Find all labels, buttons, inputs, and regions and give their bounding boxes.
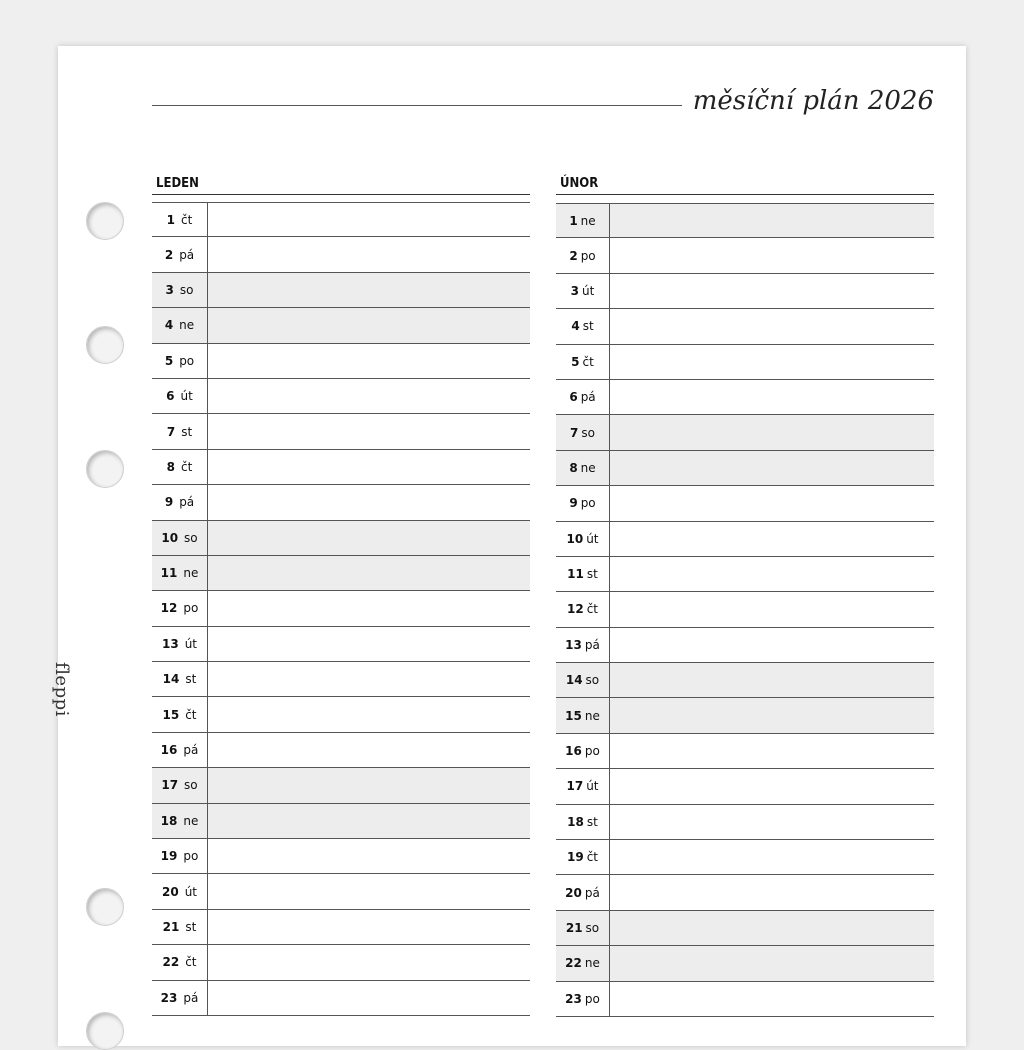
day-row — [152, 874, 530, 909]
day-label — [556, 592, 610, 626]
day-number: 18 — [160, 813, 178, 828]
day-of-week: po — [584, 744, 600, 759]
day-label — [556, 380, 610, 414]
planner-sheet — [51, 46, 966, 1046]
day-row — [556, 238, 934, 273]
note-area[interactable] — [610, 345, 934, 379]
day-label — [152, 591, 208, 625]
day-row — [152, 839, 530, 874]
day-row — [556, 628, 934, 663]
day-label — [152, 839, 208, 873]
brand-logo: fleppi — [51, 662, 72, 717]
day-label — [152, 804, 208, 838]
day-of-week: ne — [179, 318, 195, 333]
note-area[interactable] — [610, 415, 934, 449]
note-area[interactable] — [208, 839, 530, 873]
note-area[interactable] — [208, 768, 530, 802]
day-of-week: čt — [586, 850, 598, 865]
day-number: 12 — [160, 601, 178, 616]
day-label — [556, 238, 610, 272]
day-of-week: st — [582, 319, 594, 334]
day-number: 22 — [162, 955, 180, 970]
month-name: ÚNOR — [556, 174, 934, 195]
day-label — [152, 874, 208, 908]
day-number: 21 — [565, 921, 583, 935]
day-row — [152, 344, 530, 379]
day-of-week: ne — [584, 708, 600, 723]
day-row — [556, 840, 934, 875]
note-area[interactable] — [610, 911, 934, 945]
day-of-week: po — [580, 496, 596, 511]
day-label — [556, 415, 610, 449]
day-of-week: ne — [183, 813, 199, 828]
day-label — [556, 628, 610, 662]
day-of-week: pá — [580, 390, 596, 405]
day-number: 16 — [160, 743, 178, 758]
day-number: 10 — [566, 531, 584, 546]
day-row — [556, 486, 934, 521]
day-row — [152, 768, 530, 803]
day-label — [152, 273, 208, 307]
day-row — [152, 591, 530, 626]
day-label — [152, 485, 208, 519]
day-row — [152, 450, 530, 485]
day-number: 3 — [165, 282, 174, 297]
note-area[interactable] — [610, 592, 934, 626]
day-row — [556, 380, 934, 415]
day-row — [152, 308, 530, 343]
day-number: 11 — [160, 566, 178, 581]
day-of-week: po — [584, 991, 600, 1006]
day-label — [556, 875, 610, 909]
day-of-week: čt — [185, 707, 197, 722]
day-number: 10 — [161, 530, 179, 545]
day-of-week: so — [581, 425, 595, 440]
day-label — [152, 379, 208, 413]
day-label — [152, 450, 208, 484]
note-area[interactable] — [208, 414, 530, 448]
day-number: 23 — [160, 990, 178, 1005]
note-area[interactable] — [208, 521, 530, 555]
day-number: 15 — [162, 707, 180, 722]
day-label — [556, 982, 610, 1016]
day-of-week: út — [184, 636, 197, 651]
day-of-week: so — [184, 530, 198, 545]
day-row — [152, 981, 530, 1016]
note-area[interactable] — [610, 557, 934, 591]
day-row — [152, 237, 530, 272]
day-row — [152, 521, 530, 556]
note-area[interactable] — [208, 733, 530, 767]
note-area[interactable] — [208, 450, 530, 484]
day-row — [556, 345, 934, 380]
day-of-week: čt — [586, 602, 598, 617]
day-of-week: čt — [181, 212, 193, 227]
day-label — [152, 627, 208, 661]
day-of-week: so — [585, 921, 600, 935]
note-area[interactable] — [208, 237, 530, 271]
day-number: 6 — [569, 390, 578, 405]
day-number: 7 — [570, 425, 579, 440]
note-area[interactable] — [610, 451, 934, 485]
day-of-week: st — [586, 814, 598, 829]
note-area[interactable] — [208, 910, 530, 944]
day-label — [556, 522, 610, 556]
binder-hole — [86, 1012, 124, 1050]
day-row — [556, 734, 934, 769]
day-number: 4 — [571, 319, 580, 334]
day-number: 5 — [164, 353, 174, 368]
day-number: 3 — [570, 283, 580, 298]
day-of-week: so — [179, 282, 194, 297]
day-number: 8 — [569, 460, 578, 475]
binder-hole — [86, 888, 124, 926]
day-of-week: čt — [181, 459, 193, 474]
day-label — [152, 945, 208, 979]
day-row — [152, 945, 530, 980]
day-row — [556, 592, 934, 627]
day-number: 1 — [166, 212, 176, 227]
day-of-week: pá — [179, 247, 195, 262]
note-area[interactable] — [208, 485, 530, 519]
month-january — [152, 174, 530, 1016]
day-number: 8 — [166, 459, 176, 474]
day-number: 2 — [569, 248, 578, 263]
day-of-week: so — [184, 778, 198, 793]
binder-hole — [86, 202, 124, 240]
day-of-week: ne — [183, 566, 199, 581]
day-row — [556, 805, 934, 840]
day-label — [556, 345, 610, 379]
day-number: 23 — [565, 991, 582, 1006]
day-number: 5 — [571, 354, 580, 369]
day-row — [152, 627, 530, 662]
note-area[interactable] — [208, 203, 530, 236]
day-row — [556, 698, 934, 733]
day-number: 19 — [160, 849, 178, 864]
day-row — [152, 273, 530, 308]
page-title: měsíční plán 2026 — [692, 86, 934, 116]
binder-hole — [86, 326, 124, 364]
day-of-week: po — [179, 353, 195, 368]
day-of-week: ne — [580, 460, 596, 475]
day-row — [152, 910, 530, 945]
note-area[interactable] — [208, 981, 530, 1015]
day-label — [152, 203, 208, 236]
note-area[interactable] — [610, 274, 934, 308]
note-area[interactable] — [208, 627, 530, 661]
day-label — [152, 910, 208, 944]
day-row — [152, 697, 530, 732]
day-number: 4 — [164, 318, 174, 333]
note-area[interactable] — [610, 875, 934, 909]
note-area[interactable] — [208, 308, 530, 342]
note-area[interactable] — [208, 591, 530, 625]
day-row — [556, 274, 934, 309]
day-of-week: pá — [183, 743, 199, 758]
day-number: 21 — [162, 920, 180, 934]
note-area[interactable] — [610, 486, 934, 520]
day-row — [556, 203, 934, 238]
day-number: 22 — [565, 956, 582, 971]
note-area[interactable] — [610, 698, 934, 732]
day-label — [152, 237, 208, 271]
day-row — [556, 309, 934, 344]
day-number: 17 — [161, 778, 179, 793]
note-area[interactable] — [610, 840, 934, 874]
day-label — [556, 486, 610, 520]
day-row — [152, 556, 530, 591]
day-row — [152, 662, 530, 697]
note-area[interactable] — [610, 380, 934, 414]
day-row — [556, 769, 934, 804]
month-name: LEDEN — [152, 174, 530, 195]
day-row — [152, 733, 530, 768]
day-number: 18 — [567, 814, 584, 829]
day-number: 13 — [565, 637, 582, 652]
day-label — [556, 946, 610, 980]
day-label — [556, 274, 610, 308]
day-label — [152, 768, 208, 802]
day-of-week: st — [185, 920, 197, 934]
day-row — [152, 414, 530, 449]
day-number: 14 — [162, 672, 180, 687]
day-number: 20 — [565, 885, 582, 900]
day-label — [152, 521, 208, 555]
day-number: 6 — [166, 389, 175, 404]
day-of-week: so — [585, 673, 600, 688]
note-area[interactable] — [610, 238, 934, 272]
day-row — [556, 982, 934, 1017]
day-list — [152, 202, 530, 1016]
day-label — [152, 697, 208, 731]
day-number: 2 — [164, 247, 174, 262]
day-of-week: po — [580, 248, 596, 263]
day-label — [556, 840, 610, 874]
day-number: 11 — [567, 567, 584, 582]
day-of-week: po — [183, 849, 199, 864]
day-of-week: čt — [582, 354, 594, 369]
day-label — [556, 734, 610, 768]
note-area[interactable] — [208, 874, 530, 908]
day-row — [152, 485, 530, 520]
day-number: 12 — [566, 602, 584, 617]
day-row — [556, 557, 934, 592]
day-label — [152, 662, 208, 696]
day-label — [556, 663, 610, 697]
note-area[interactable] — [610, 309, 934, 343]
day-label — [152, 981, 208, 1015]
day-list — [556, 203, 934, 1017]
day-number: 20 — [161, 884, 179, 899]
note-area[interactable] — [610, 663, 934, 697]
day-row — [556, 911, 934, 946]
day-label — [152, 414, 208, 448]
day-number: 15 — [565, 708, 582, 723]
day-row — [556, 415, 934, 450]
day-of-week: st — [586, 567, 598, 582]
day-row — [152, 804, 530, 839]
day-label — [556, 557, 610, 591]
day-label — [152, 733, 208, 767]
note-area[interactable] — [610, 204, 934, 237]
day-of-week: po — [183, 601, 199, 616]
day-row — [556, 522, 934, 557]
note-area[interactable] — [208, 662, 530, 696]
day-number: 9 — [164, 495, 174, 510]
day-number: 14 — [565, 673, 583, 688]
day-number: 19 — [566, 850, 584, 865]
day-row — [152, 379, 530, 414]
note-area[interactable] — [208, 804, 530, 838]
day-label — [556, 451, 610, 485]
day-of-week: út — [180, 389, 193, 404]
day-of-week: čt — [185, 955, 197, 970]
day-label — [556, 769, 610, 803]
day-row — [556, 663, 934, 698]
note-area[interactable] — [610, 769, 934, 803]
day-number: 13 — [161, 636, 179, 651]
note-area[interactable] — [610, 982, 934, 1016]
note-area[interactable] — [610, 946, 934, 980]
note-area[interactable] — [208, 379, 530, 413]
day-row — [556, 451, 934, 486]
day-of-week: pá — [179, 495, 195, 510]
day-number: 1 — [569, 213, 578, 228]
binder-hole — [86, 450, 124, 488]
note-area[interactable] — [208, 945, 530, 979]
day-of-week: pá — [183, 990, 199, 1005]
note-area[interactable] — [610, 628, 934, 662]
note-area[interactable] — [208, 344, 530, 378]
day-of-week: ne — [584, 956, 600, 971]
day-label — [152, 344, 208, 378]
month-february — [556, 174, 934, 1017]
note-area[interactable] — [610, 522, 934, 556]
note-area[interactable] — [208, 697, 530, 731]
day-of-week: pá — [584, 637, 600, 652]
day-number: 7 — [166, 424, 176, 439]
title-rule — [152, 105, 682, 106]
day-of-week: st — [181, 424, 193, 439]
day-of-week: ne — [580, 213, 596, 228]
day-number: 17 — [566, 779, 584, 794]
day-label — [556, 309, 610, 343]
day-row — [556, 946, 934, 981]
day-label — [556, 204, 610, 237]
day-label — [556, 805, 610, 839]
day-row — [152, 202, 530, 237]
day-number: 16 — [565, 744, 582, 759]
note-area[interactable] — [610, 805, 934, 839]
day-of-week: st — [185, 672, 197, 687]
day-of-week: út — [582, 283, 595, 298]
day-row — [556, 875, 934, 910]
day-of-week: út — [184, 884, 197, 899]
day-of-week: pá — [584, 885, 600, 900]
day-label — [152, 308, 208, 342]
day-of-week: út — [586, 779, 599, 794]
note-area[interactable] — [208, 273, 530, 307]
note-area[interactable] — [610, 734, 934, 768]
day-of-week: út — [586, 531, 599, 546]
day-number: 9 — [569, 496, 578, 511]
day-label — [556, 698, 610, 732]
day-label — [556, 911, 610, 945]
note-area[interactable] — [208, 556, 530, 590]
day-label — [152, 556, 208, 590]
